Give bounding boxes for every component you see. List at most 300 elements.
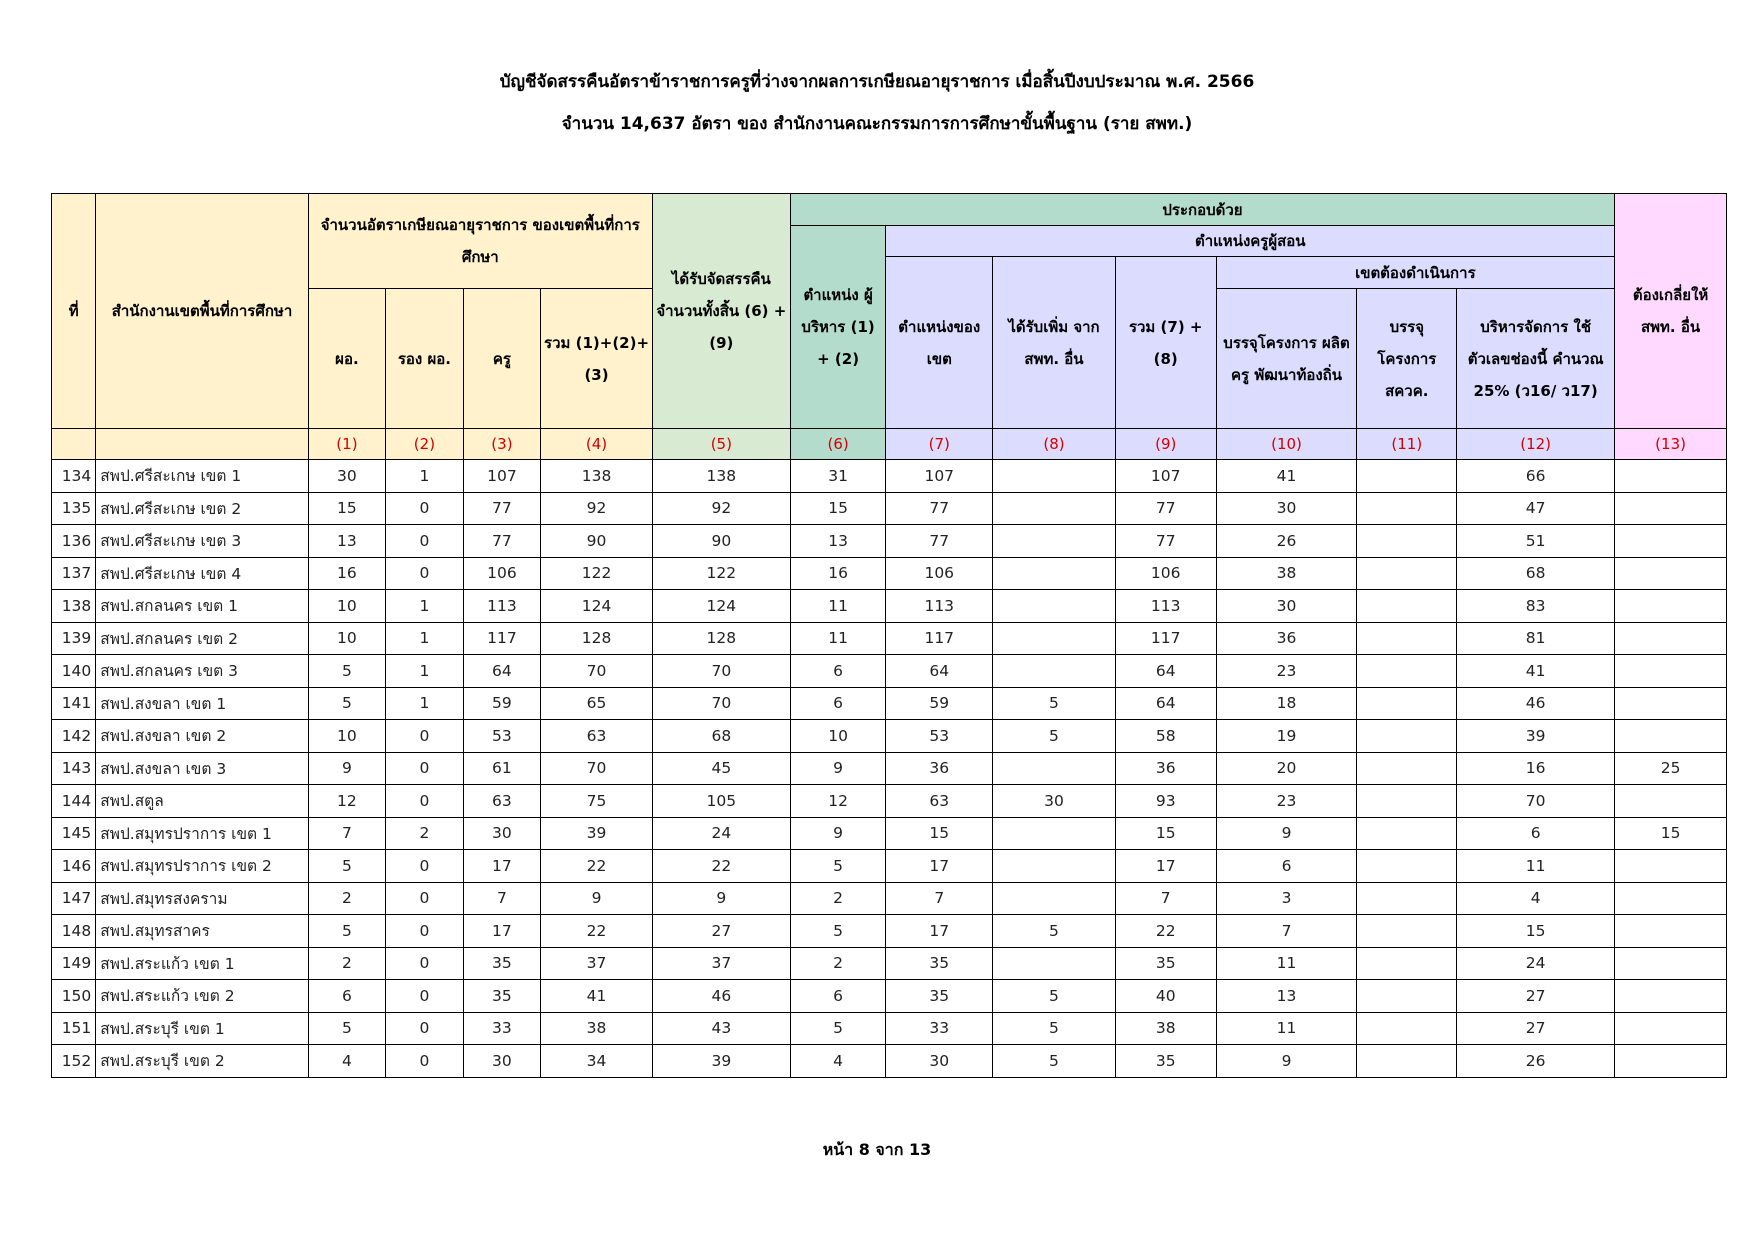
cell-col-3: 77 bbox=[463, 492, 541, 525]
cell-col-11 bbox=[1357, 882, 1457, 915]
cell-col-7: 33 bbox=[886, 1012, 993, 1045]
cell-col-11 bbox=[1357, 687, 1457, 720]
table-row bbox=[52, 1045, 1727, 1078]
cell-col-7: 77 bbox=[886, 492, 993, 525]
table-row bbox=[52, 655, 1727, 688]
cell-col-4: 75 bbox=[541, 785, 653, 818]
cell-col-6: 2 bbox=[790, 947, 886, 980]
table-row bbox=[52, 785, 1727, 818]
cell-col-10: 30 bbox=[1216, 492, 1357, 525]
cell-col-5: 92 bbox=[652, 492, 790, 525]
table-row bbox=[52, 752, 1727, 785]
cell-col-5: 124 bbox=[652, 590, 790, 623]
cell-col-5: 46 bbox=[652, 980, 790, 1013]
office-name: สพป.สตูล bbox=[96, 785, 308, 818]
cell-col-13 bbox=[1615, 720, 1727, 753]
header-consists-of: ประกอบด้วย bbox=[790, 194, 1614, 226]
office-name: สพป.สกลนคร เขต 1 bbox=[96, 590, 308, 623]
cell-col-8 bbox=[993, 947, 1116, 980]
table-body bbox=[52, 460, 1727, 1078]
cell-col-5: 43 bbox=[652, 1012, 790, 1045]
cell-col-11 bbox=[1357, 655, 1457, 688]
cell-col-4: 70 bbox=[541, 752, 653, 785]
row-number: 148 bbox=[52, 915, 96, 948]
cell-col-7: 36 bbox=[886, 752, 993, 785]
cell-col-1: 4 bbox=[308, 1045, 386, 1078]
col-num-3: (3) bbox=[463, 429, 541, 460]
cell-col-3: 117 bbox=[463, 622, 541, 655]
row-number: 149 bbox=[52, 947, 96, 980]
cell-col-10: 23 bbox=[1216, 785, 1357, 818]
cell-col-5: 138 bbox=[652, 460, 790, 493]
cell-col-9: 117 bbox=[1115, 622, 1216, 655]
cell-col-12: 39 bbox=[1457, 720, 1615, 753]
cell-col-10: 18 bbox=[1216, 687, 1357, 720]
cell-col-9: 113 bbox=[1115, 590, 1216, 623]
office-name: สพป.สกลนคร เขต 2 bbox=[96, 622, 308, 655]
table-row bbox=[52, 850, 1727, 883]
header-teach-total: รวม (7) + (8) bbox=[1115, 257, 1216, 429]
cell-col-2: 1 bbox=[386, 460, 464, 493]
header-share-other: ต้องเกลี่ยให้ สพท. อื่น bbox=[1615, 194, 1727, 429]
cell-col-6: 9 bbox=[790, 817, 886, 850]
cell-col-11 bbox=[1357, 980, 1457, 1013]
cell-col-1: 10 bbox=[308, 622, 386, 655]
office-name: สพป.ศรีสะเกษ เขต 1 bbox=[96, 460, 308, 493]
cell-col-8: 5 bbox=[993, 980, 1116, 1013]
allocation-table bbox=[51, 193, 1727, 1078]
cell-col-10: 9 bbox=[1216, 1045, 1357, 1078]
cell-col-4: 90 bbox=[541, 525, 653, 558]
cell-col-4: 92 bbox=[541, 492, 653, 525]
cell-col-3: 30 bbox=[463, 1045, 541, 1078]
cell-col-7: 35 bbox=[886, 947, 993, 980]
office-name: สพป.สมุทรปราการ เขต 2 bbox=[96, 850, 308, 883]
cell-col-3: 7 bbox=[463, 882, 541, 915]
cell-col-8 bbox=[993, 557, 1116, 590]
cell-col-2: 0 bbox=[386, 980, 464, 1013]
cell-col-11 bbox=[1357, 720, 1457, 753]
cell-col-11 bbox=[1357, 557, 1457, 590]
cell-col-8 bbox=[993, 525, 1116, 558]
row-number: 150 bbox=[52, 980, 96, 1013]
row-number: 136 bbox=[52, 525, 96, 558]
cell-col-13 bbox=[1615, 1012, 1727, 1045]
table-row bbox=[52, 590, 1727, 623]
cell-col-13 bbox=[1615, 980, 1727, 1013]
cell-col-9: 93 bbox=[1115, 785, 1216, 818]
cell-col-9: 58 bbox=[1115, 720, 1216, 753]
cell-col-9: 15 bbox=[1115, 817, 1216, 850]
cell-col-3: 113 bbox=[463, 590, 541, 623]
cell-col-10: 11 bbox=[1216, 947, 1357, 980]
cell-col-5: 9 bbox=[652, 882, 790, 915]
cell-col-1: 2 bbox=[308, 947, 386, 980]
cell-col-10: 23 bbox=[1216, 655, 1357, 688]
cell-col-12: 68 bbox=[1457, 557, 1615, 590]
column-number-row bbox=[52, 429, 1727, 460]
cell-col-12: 11 bbox=[1457, 850, 1615, 883]
cell-col-9: 64 bbox=[1115, 687, 1216, 720]
cell-col-12: 6 bbox=[1457, 817, 1615, 850]
cell-col-7: 106 bbox=[886, 557, 993, 590]
header-local-project: บรรจุโครงการ ผลิตครู พัฒนาท้องถิ่น bbox=[1216, 289, 1357, 429]
row-number: 134 bbox=[52, 460, 96, 493]
cell-col-11 bbox=[1357, 947, 1457, 980]
cell-col-5: 122 bbox=[652, 557, 790, 590]
cell-col-11 bbox=[1357, 622, 1457, 655]
cell-col-7: 77 bbox=[886, 525, 993, 558]
row-number: 147 bbox=[52, 882, 96, 915]
office-name: สพป.สระแก้ว เขต 1 bbox=[96, 947, 308, 980]
cell-col-12: 41 bbox=[1457, 655, 1615, 688]
cell-col-13 bbox=[1615, 850, 1727, 883]
cell-col-9: 22 bbox=[1115, 915, 1216, 948]
cell-col-1: 9 bbox=[308, 752, 386, 785]
cell-col-3: 35 bbox=[463, 947, 541, 980]
cell-col-4: 38 bbox=[541, 1012, 653, 1045]
page-number: หน้า 8 จาก 13 bbox=[822, 1140, 932, 1159]
row-number: 142 bbox=[52, 720, 96, 753]
office-name: สพป.สระบุรี เขต 1 bbox=[96, 1012, 308, 1045]
cell-col-13 bbox=[1615, 525, 1727, 558]
cell-col-10: 19 bbox=[1216, 720, 1357, 753]
cell-col-8 bbox=[993, 460, 1116, 493]
cell-col-1: 2 bbox=[308, 882, 386, 915]
cell-col-12: 16 bbox=[1457, 752, 1615, 785]
cell-col-3: 61 bbox=[463, 752, 541, 785]
cell-col-7: 59 bbox=[886, 687, 993, 720]
cell-col-10: 11 bbox=[1216, 1012, 1357, 1045]
cell-col-2: 0 bbox=[386, 1045, 464, 1078]
document-title: บัญชีจัดสรรคืนอัตราข้าราชการครูที่ว่างจากผลการเกษียณอายุราชการ เมื่อสิ้นปีงบประมาณ พ.ศ. 2566 bbox=[499, 72, 1255, 92]
header-district-action: เขตต้องดำเนินการ bbox=[1216, 257, 1615, 289]
cell-col-8 bbox=[993, 622, 1116, 655]
cell-col-1: 5 bbox=[308, 915, 386, 948]
cell-col-8 bbox=[993, 655, 1116, 688]
cell-col-10: 13 bbox=[1216, 980, 1357, 1013]
cell-col-3: 106 bbox=[463, 557, 541, 590]
col-num-4: (4) bbox=[541, 429, 653, 460]
cell-col-6: 4 bbox=[790, 1045, 886, 1078]
cell-col-10: 9 bbox=[1216, 817, 1357, 850]
cell-col-13 bbox=[1615, 915, 1727, 948]
cell-col-9: 106 bbox=[1115, 557, 1216, 590]
header-extra-from-other: ได้รับเพิ่ม จาก สพท. อื่น bbox=[993, 257, 1116, 429]
col-num-7: (7) bbox=[886, 429, 993, 460]
cell-col-4: 122 bbox=[541, 557, 653, 590]
cell-col-10: 30 bbox=[1216, 590, 1357, 623]
table-row bbox=[52, 817, 1727, 850]
col-num-8: (8) bbox=[993, 429, 1116, 460]
cell-col-2: 1 bbox=[386, 622, 464, 655]
cell-col-6: 5 bbox=[790, 850, 886, 883]
cell-col-12: 24 bbox=[1457, 947, 1615, 980]
cell-col-1: 13 bbox=[308, 525, 386, 558]
cell-col-4: 41 bbox=[541, 980, 653, 1013]
cell-col-2: 0 bbox=[386, 785, 464, 818]
cell-col-6: 16 bbox=[790, 557, 886, 590]
table-row bbox=[52, 720, 1727, 753]
cell-col-6: 6 bbox=[790, 655, 886, 688]
cell-col-2: 2 bbox=[386, 817, 464, 850]
col-num-6: (6) bbox=[790, 429, 886, 460]
table-row bbox=[52, 525, 1727, 558]
cell-col-7: 107 bbox=[886, 460, 993, 493]
cell-col-10: 36 bbox=[1216, 622, 1357, 655]
cell-col-4: 138 bbox=[541, 460, 653, 493]
cell-col-1: 16 bbox=[308, 557, 386, 590]
cell-col-8: 5 bbox=[993, 915, 1116, 948]
cell-col-4: 128 bbox=[541, 622, 653, 655]
cell-col-5: 24 bbox=[652, 817, 790, 850]
office-name: สพป.สมุทรปราการ เขต 1 bbox=[96, 817, 308, 850]
cell-col-2: 0 bbox=[386, 1012, 464, 1045]
cell-col-4: 39 bbox=[541, 817, 653, 850]
table-row bbox=[52, 557, 1727, 590]
cell-col-9: 35 bbox=[1115, 1045, 1216, 1078]
header-office: สำนักงานเขตพื้นที่การศึกษา bbox=[96, 194, 308, 429]
cell-col-11 bbox=[1357, 590, 1457, 623]
cell-col-1: 10 bbox=[308, 720, 386, 753]
cell-col-7: 63 bbox=[886, 785, 993, 818]
cell-col-4: 22 bbox=[541, 850, 653, 883]
cell-col-7: 7 bbox=[886, 882, 993, 915]
cell-col-2: 1 bbox=[386, 655, 464, 688]
cell-col-13 bbox=[1615, 622, 1727, 655]
cell-col-7: 117 bbox=[886, 622, 993, 655]
col-num-1: (1) bbox=[308, 429, 386, 460]
cell-col-6: 10 bbox=[790, 720, 886, 753]
table-row bbox=[52, 915, 1727, 948]
cell-col-9: 17 bbox=[1115, 850, 1216, 883]
cell-col-12: 27 bbox=[1457, 980, 1615, 1013]
cell-col-6: 11 bbox=[790, 590, 886, 623]
cell-col-12: 47 bbox=[1457, 492, 1615, 525]
row-number: 135 bbox=[52, 492, 96, 525]
cell-col-4: 9 bbox=[541, 882, 653, 915]
cell-col-11 bbox=[1357, 1012, 1457, 1045]
cell-col-6: 6 bbox=[790, 980, 886, 1013]
cell-col-4: 22 bbox=[541, 915, 653, 948]
cell-col-6: 5 bbox=[790, 915, 886, 948]
header-allocated: ได้รับจัดสรรคืน จำนวนทั้งสิ้น (6) + (9) bbox=[652, 194, 790, 429]
cell-col-4: 124 bbox=[541, 590, 653, 623]
cell-col-1: 5 bbox=[308, 655, 386, 688]
header-teaching-position: ตำแหน่งครูผู้สอน bbox=[886, 226, 1615, 257]
row-number: 139 bbox=[52, 622, 96, 655]
cell-col-12: 83 bbox=[1457, 590, 1615, 623]
cell-col-1: 5 bbox=[308, 1012, 386, 1045]
cell-col-7: 15 bbox=[886, 817, 993, 850]
cell-col-12: 70 bbox=[1457, 785, 1615, 818]
header-deputy: รอง ผอ. bbox=[386, 289, 464, 429]
cell-col-12: 46 bbox=[1457, 687, 1615, 720]
col-num-11: (11) bbox=[1357, 429, 1457, 460]
cell-col-1: 7 bbox=[308, 817, 386, 850]
cell-col-7: 35 bbox=[886, 980, 993, 1013]
row-number: 137 bbox=[52, 557, 96, 590]
cell-col-1: 15 bbox=[308, 492, 386, 525]
cell-col-8: 30 bbox=[993, 785, 1116, 818]
cell-col-12: 15 bbox=[1457, 915, 1615, 948]
cell-col-3: 17 bbox=[463, 915, 541, 948]
col-num-2: (2) bbox=[386, 429, 464, 460]
cell-col-11 bbox=[1357, 817, 1457, 850]
cell-col-3: 63 bbox=[463, 785, 541, 818]
cell-col-3: 35 bbox=[463, 980, 541, 1013]
cell-col-9: 35 bbox=[1115, 947, 1216, 980]
cell-col-8: 5 bbox=[993, 1045, 1116, 1078]
cell-col-11 bbox=[1357, 915, 1457, 948]
cell-col-13 bbox=[1615, 785, 1727, 818]
cell-col-6: 13 bbox=[790, 525, 886, 558]
cell-col-13 bbox=[1615, 882, 1727, 915]
cell-col-13 bbox=[1615, 590, 1727, 623]
table-row bbox=[52, 460, 1727, 493]
cell-col-2: 0 bbox=[386, 947, 464, 980]
cell-col-9: 77 bbox=[1115, 492, 1216, 525]
office-name: สพป.สงขลา เขต 1 bbox=[96, 687, 308, 720]
cell-col-3: 64 bbox=[463, 655, 541, 688]
cell-col-12: 4 bbox=[1457, 882, 1615, 915]
cell-col-2: 0 bbox=[386, 557, 464, 590]
cell-col-1: 12 bbox=[308, 785, 386, 818]
table-row bbox=[52, 622, 1727, 655]
cell-col-7: 30 bbox=[886, 1045, 993, 1078]
cell-col-11 bbox=[1357, 460, 1457, 493]
cell-col-6: 15 bbox=[790, 492, 886, 525]
cell-col-3: 30 bbox=[463, 817, 541, 850]
cell-col-11 bbox=[1357, 1045, 1457, 1078]
cell-col-6: 5 bbox=[790, 1012, 886, 1045]
cell-col-5: 128 bbox=[652, 622, 790, 655]
cell-col-2: 0 bbox=[386, 752, 464, 785]
cell-col-10: 41 bbox=[1216, 460, 1357, 493]
cell-col-6: 31 bbox=[790, 460, 886, 493]
row-number: 140 bbox=[52, 655, 96, 688]
cell-col-6: 6 bbox=[790, 687, 886, 720]
cell-col-2: 0 bbox=[386, 915, 464, 948]
cell-col-5: 68 bbox=[652, 720, 790, 753]
cell-col-10: 20 bbox=[1216, 752, 1357, 785]
cell-col-11 bbox=[1357, 492, 1457, 525]
row-number: 145 bbox=[52, 817, 96, 850]
cell-col-11 bbox=[1357, 525, 1457, 558]
cell-col-9: 64 bbox=[1115, 655, 1216, 688]
header-teacher: ครู bbox=[463, 289, 541, 429]
cell-col-11 bbox=[1357, 752, 1457, 785]
cell-col-13 bbox=[1615, 492, 1727, 525]
cell-col-7: 53 bbox=[886, 720, 993, 753]
cell-col-2: 0 bbox=[386, 492, 464, 525]
cell-col-3: 77 bbox=[463, 525, 541, 558]
col-num-10: (10) bbox=[1216, 429, 1357, 460]
cell-col-2: 0 bbox=[386, 525, 464, 558]
cell-col-10: 26 bbox=[1216, 525, 1357, 558]
office-name: สพป.ศรีสะเกษ เขต 4 bbox=[96, 557, 308, 590]
cell-col-12: 66 bbox=[1457, 460, 1615, 493]
cell-col-5: 90 bbox=[652, 525, 790, 558]
cell-col-7: 17 bbox=[886, 915, 993, 948]
office-name: สพป.สมุทรสงคราม bbox=[96, 882, 308, 915]
cell-col-6: 9 bbox=[790, 752, 886, 785]
cell-col-1: 5 bbox=[308, 850, 386, 883]
office-name: สพป.สมุทรสาคร bbox=[96, 915, 308, 948]
col-num-5: (5) bbox=[652, 429, 790, 460]
cell-col-5: 39 bbox=[652, 1045, 790, 1078]
header-admin-position: ตำแหน่ง ผู้บริหาร (1) + (2) bbox=[790, 226, 886, 429]
document-subtitle: จำนวน 14,637 อัตรา ของ สำนักงานคณะกรรมการการศึกษาขั้นพื้นฐาน (ราย สพท.) bbox=[561, 114, 1193, 134]
col-num-9: (9) bbox=[1115, 429, 1216, 460]
header-retire-total: รวม (1)+(2)+(3) bbox=[541, 289, 653, 429]
cell-col-9: 107 bbox=[1115, 460, 1216, 493]
cell-col-8 bbox=[993, 850, 1116, 883]
cell-col-5: 70 bbox=[652, 687, 790, 720]
col-num-13: (13) bbox=[1615, 429, 1727, 460]
cell-col-4: 34 bbox=[541, 1045, 653, 1078]
cell-col-13: 15 bbox=[1615, 817, 1727, 850]
row-number: 144 bbox=[52, 785, 96, 818]
cell-col-4: 70 bbox=[541, 655, 653, 688]
cell-col-13 bbox=[1615, 557, 1727, 590]
cell-col-5: 27 bbox=[652, 915, 790, 948]
cell-col-5: 22 bbox=[652, 850, 790, 883]
cell-col-13 bbox=[1615, 947, 1727, 980]
row-number: 143 bbox=[52, 752, 96, 785]
col-num-12: (12) bbox=[1457, 429, 1615, 460]
header-manage-25: บริหารจัดการ ใช้ตัวเลขช่องนี้ คำนวณ 25% (ว16/ ว17) bbox=[1457, 289, 1615, 429]
header-district-position: ตำแหน่งของ เขต bbox=[886, 257, 993, 429]
cell-col-13 bbox=[1615, 687, 1727, 720]
cell-col-1: 30 bbox=[308, 460, 386, 493]
cell-col-10: 6 bbox=[1216, 850, 1357, 883]
cell-col-4: 37 bbox=[541, 947, 653, 980]
cell-col-8 bbox=[993, 817, 1116, 850]
cell-col-1: 5 bbox=[308, 687, 386, 720]
cell-col-11 bbox=[1357, 785, 1457, 818]
cell-col-2: 1 bbox=[386, 590, 464, 623]
cell-col-13 bbox=[1615, 655, 1727, 688]
cell-col-8: 5 bbox=[993, 1012, 1116, 1045]
cell-col-5: 105 bbox=[652, 785, 790, 818]
cell-col-9: 7 bbox=[1115, 882, 1216, 915]
cell-col-12: 81 bbox=[1457, 622, 1615, 655]
cell-col-2: 1 bbox=[386, 687, 464, 720]
cell-col-3: 33 bbox=[463, 1012, 541, 1045]
table-row bbox=[52, 882, 1727, 915]
cell-col-9: 40 bbox=[1115, 980, 1216, 1013]
cell-col-8 bbox=[993, 882, 1116, 915]
cell-col-4: 65 bbox=[541, 687, 653, 720]
table-row bbox=[52, 687, 1727, 720]
row-number: 141 bbox=[52, 687, 96, 720]
cell-col-6: 2 bbox=[790, 882, 886, 915]
cell-col-8 bbox=[993, 752, 1116, 785]
cell-col-13 bbox=[1615, 1045, 1727, 1078]
cell-col-3: 53 bbox=[463, 720, 541, 753]
cell-col-10: 3 bbox=[1216, 882, 1357, 915]
cell-col-10: 7 bbox=[1216, 915, 1357, 948]
office-name: สพป.สกลนคร เขต 3 bbox=[96, 655, 308, 688]
cell-col-3: 107 bbox=[463, 460, 541, 493]
row-number: 151 bbox=[52, 1012, 96, 1045]
cell-col-11 bbox=[1357, 850, 1457, 883]
header-no: ที่ bbox=[52, 194, 96, 429]
cell-col-8 bbox=[993, 590, 1116, 623]
cell-col-6: 12 bbox=[790, 785, 886, 818]
cell-col-5: 45 bbox=[652, 752, 790, 785]
